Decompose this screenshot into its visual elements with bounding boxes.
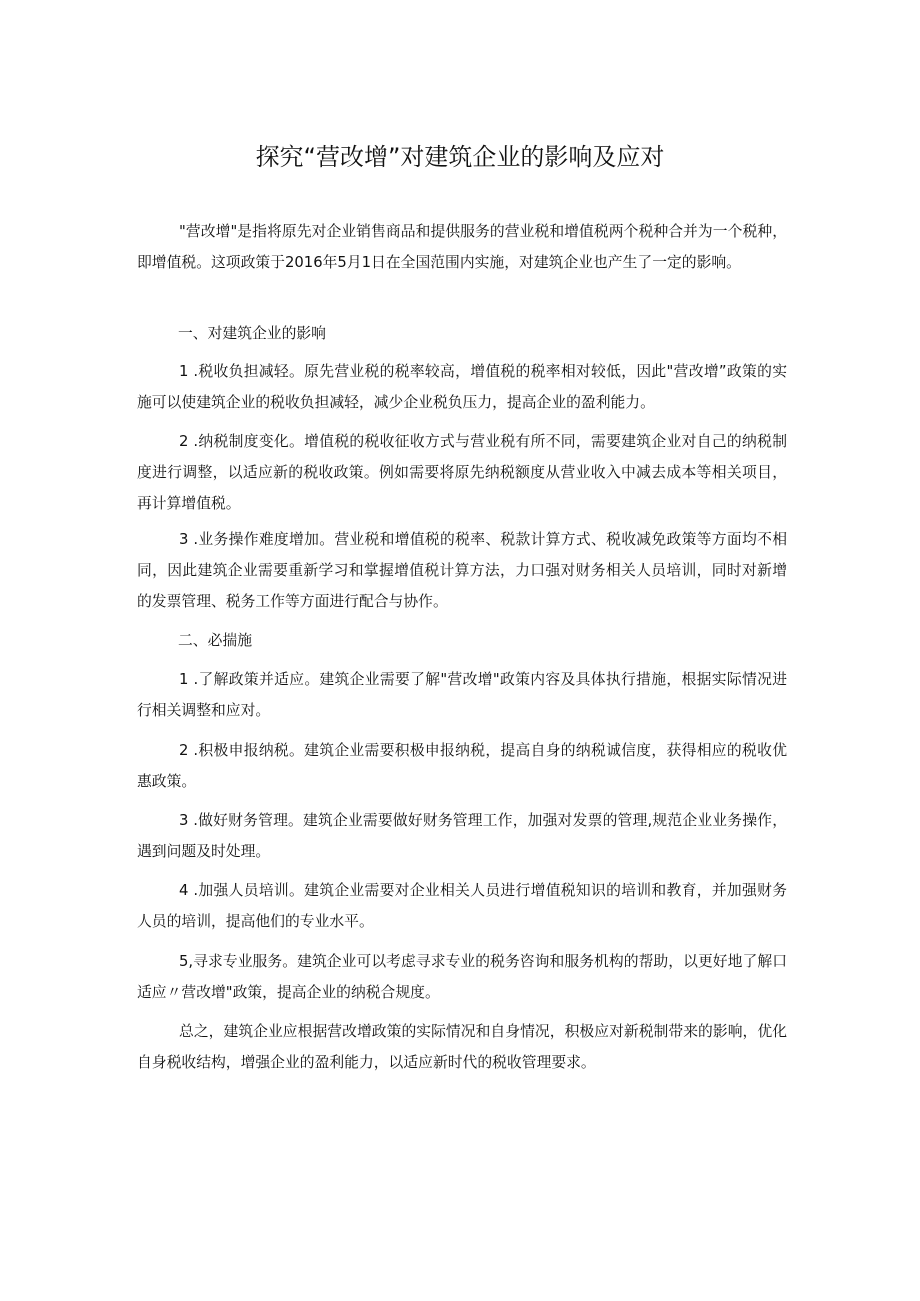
section-2-item-4: 4 .加强人员培训。建筑企业需要对企业相关人员进行增值税知识的培训和教育，并加强财务人员的培训，提高他们的专业水平。 [137, 882, 787, 930]
section-1-heading: 一、对建筑企业的影响 [178, 325, 326, 342]
section-1-item-3: 3 .业务操作难度增加。营业税和增值税的税率、税款计算方式、税收减免政策等方面均不相同，因此建筑企业需要重新学习和掌握增值税计算方法，力口强对财务相关人员培训，同时对新增的发票管理、税务工作等方面进行配合与协作。 [137, 531, 787, 610]
document-title: 探究“营改增”对建筑企业的影响及应对 [255, 143, 665, 171]
section-1-item-2: 2 .纳税制度变化。增值税的税收征收方式与营业税有所不同，需要建筑企业对自己的纳税制度进行调整，以适应新的税收政策。例如需要将原先纳税额度从营业收入中减去成本等相关项目，再计算增值税。 [137, 433, 787, 512]
section-1-item-1: 1 .税收负担减轻。原先营业税的税率较高，增值税的税率相对较低，因此"营改增”政策的实施可以使建筑企业的税收负担减轻，减少企业税负压力，提高企业的盈利能力。 [137, 363, 787, 411]
section-2-item-2: 2 .积极申报纳税。建筑企业需要积极申报纳税，提高自身的纳税诚信度，获得相应的税收优惠政策。 [137, 742, 787, 790]
section-2-item-5: 5,寻求专业服务。建筑企业可以考虑寻求专业的税务咨询和服务机构的帮助，以更好地了解口适应〃营改增"政策，提高企业的纳税合规度。 [137, 953, 787, 1001]
section-2-item-3: 3 .做好财务管理。建筑企业需要做好财务管理工作，加强对发票的管理,规范企业业务操作，遇到问题及时处理。 [137, 812, 787, 860]
section-2-heading: 二、必揣施 [178, 632, 252, 649]
conclusion-paragraph: 总之，建筑企业应根据营改增政策的实际情况和自身情况，积极应对新税制带来的影响，优化自身税收结构，增强企业的盈利能力，以适应新时代的税收管理要求。 [137, 1023, 787, 1071]
intro-paragraph: "营改增"是指将原先对企业销售商品和提供服务的营业税和增值税两个税种合并为一个税种，即增值税。这项政策于2016年5月1日在全国范围内实施，对建筑企业也产生了一定的影响。 [137, 223, 787, 271]
section-2-item-1: 1 .了解政策并适应。建筑企业需要了解"营改增"政策内容及具体执行措施，根据实际情况进行相关调整和应对。 [137, 671, 787, 719]
